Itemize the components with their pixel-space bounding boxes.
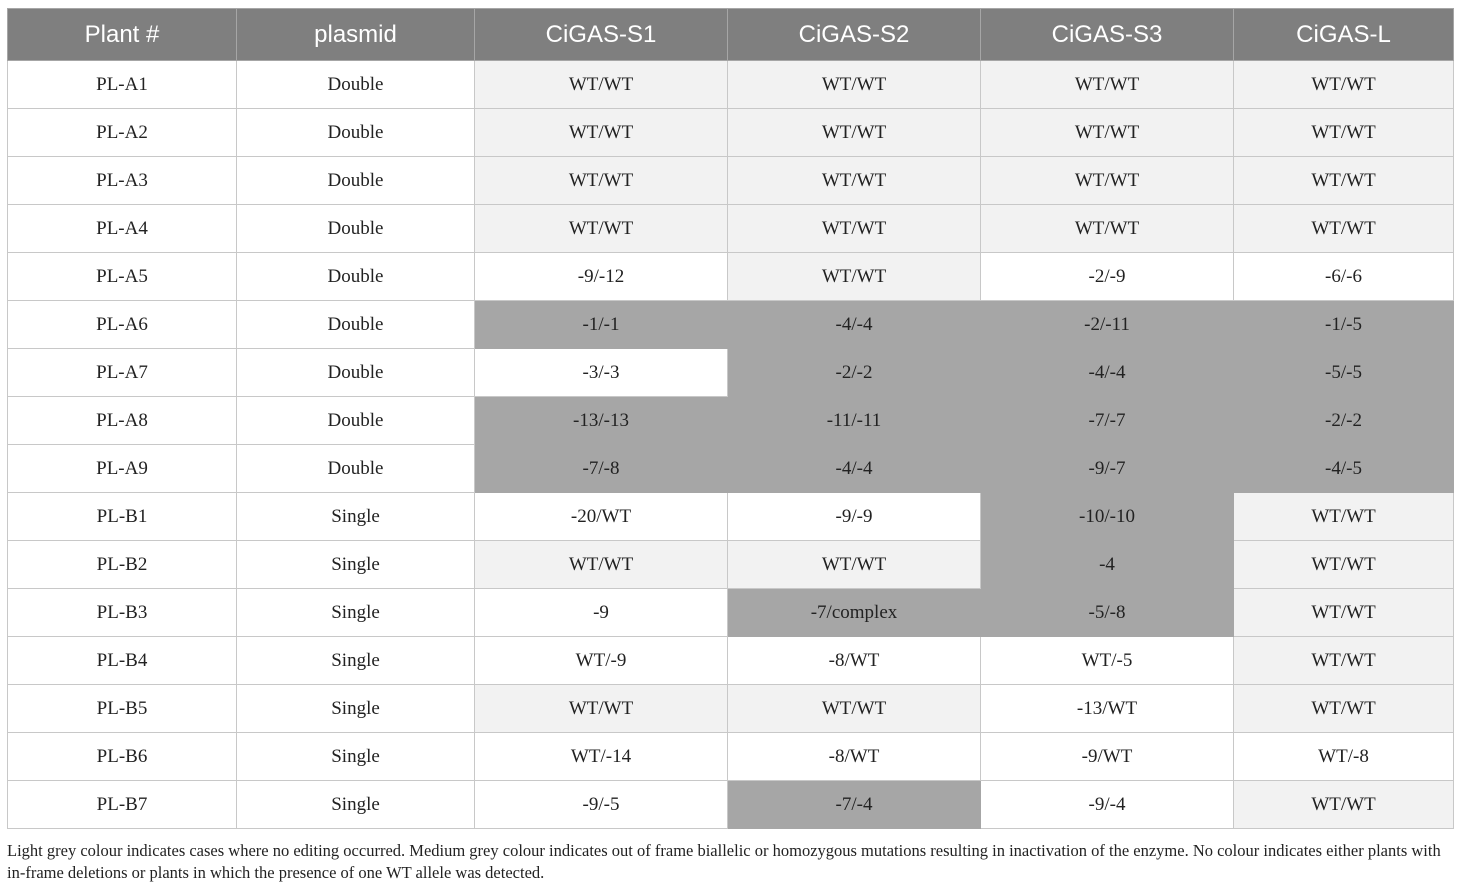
table-row — [8, 349, 1454, 397]
table-container — [7, 8, 1453, 829]
table-row — [8, 157, 1454, 205]
plasmid-cell: Single — [237, 733, 475, 781]
cigas-s3-genotype-cell: WT/WT — [981, 61, 1234, 109]
cigas-s1-genotype-cell: -20/WT — [475, 493, 728, 541]
plasmid-cell: Double — [237, 61, 475, 109]
cigas-s1-genotype-cell: WT/-9 — [475, 637, 728, 685]
cigas-s2-genotype-cell: -8/WT — [728, 733, 981, 781]
plasmid-cell: Single — [237, 493, 475, 541]
cigas-s1-genotype-cell: WT/WT — [475, 205, 728, 253]
cigas-l-genotype-cell: WT/WT — [1234, 541, 1454, 589]
cigas-s2-genotype-cell: WT/WT — [728, 61, 981, 109]
cigas-s1-genotype-cell: WT/WT — [475, 109, 728, 157]
cigas-s1-genotype-cell: -1/-1 — [475, 301, 728, 349]
cigas-l-genotype-cell: WT/WT — [1234, 205, 1454, 253]
cigas-s2-genotype-cell: -4/-4 — [728, 301, 981, 349]
plant-id-cell: PL-A9 — [8, 445, 237, 493]
cigas-s1-genotype-cell: WT/WT — [475, 157, 728, 205]
plasmid-cell: Double — [237, 445, 475, 493]
table-header-row — [8, 9, 1454, 61]
cigas-s3-genotype-cell: -2/-11 — [981, 301, 1234, 349]
cigas-s3-genotype-cell: -9/-7 — [981, 445, 1234, 493]
table-row — [8, 637, 1454, 685]
cigas-l-genotype-cell: WT/WT — [1234, 157, 1454, 205]
cigas-s3-genotype-cell: -9/-4 — [981, 781, 1234, 829]
cigas-s3-genotype-cell: -10/-10 — [981, 493, 1234, 541]
plant-id-cell: PL-A1 — [8, 61, 237, 109]
plant-id-cell: PL-B4 — [8, 637, 237, 685]
cigas-l-genotype-cell: WT/WT — [1234, 61, 1454, 109]
cigas-l-genotype-cell: WT/-8 — [1234, 733, 1454, 781]
table-row — [8, 493, 1454, 541]
cigas-l-genotype-cell: -1/-5 — [1234, 301, 1454, 349]
table-row — [8, 685, 1454, 733]
cigas-s3-genotype-cell: -7/-7 — [981, 397, 1234, 445]
plant-id-cell: PL-B5 — [8, 685, 237, 733]
cigas-s1-genotype-cell: -3/-3 — [475, 349, 728, 397]
plasmid-cell: Single — [237, 637, 475, 685]
cigas-l-genotype-cell: WT/WT — [1234, 493, 1454, 541]
table-row — [8, 301, 1454, 349]
cigas-s2-genotype-cell: WT/WT — [728, 253, 981, 301]
plasmid-cell: Single — [237, 589, 475, 637]
plasmid-cell: Double — [237, 253, 475, 301]
cigas-s3-genotype-cell: -2/-9 — [981, 253, 1234, 301]
table-row — [8, 781, 1454, 829]
cigas-s3-genotype-cell: -4 — [981, 541, 1234, 589]
plant-id-cell: PL-A2 — [8, 109, 237, 157]
plasmid-cell: Double — [237, 205, 475, 253]
cigas-s2-genotype-cell: -7/-4 — [728, 781, 981, 829]
plant-id-cell: PL-A8 — [8, 397, 237, 445]
cigas-l-genotype-cell: -4/-5 — [1234, 445, 1454, 493]
plant-id-cell: PL-A3 — [8, 157, 237, 205]
genotype-table — [7, 8, 1454, 829]
cigas-s2-genotype-cell: -7/complex — [728, 589, 981, 637]
plant-id-cell: PL-A6 — [8, 301, 237, 349]
cigas-l-genotype-cell: -5/-5 — [1234, 349, 1454, 397]
cigas-s2-genotype-cell: -4/-4 — [728, 445, 981, 493]
cigas-s2-genotype-cell: -11/-11 — [728, 397, 981, 445]
plant-id-cell: PL-A7 — [8, 349, 237, 397]
plant-id-cell: PL-B6 — [8, 733, 237, 781]
cigas-s3-genotype-cell: WT/WT — [981, 157, 1234, 205]
cigas-l-genotype-cell: WT/WT — [1234, 781, 1454, 829]
plasmid-cell: Single — [237, 541, 475, 589]
cigas-s1-genotype-cell: WT/WT — [475, 541, 728, 589]
table-body — [8, 61, 1454, 829]
cigas-s2-genotype-cell: WT/WT — [728, 157, 981, 205]
plasmid-cell: Double — [237, 301, 475, 349]
plant-id-cell: PL-A4 — [8, 205, 237, 253]
table-row — [8, 205, 1454, 253]
cigas-s2-genotype-cell: WT/WT — [728, 109, 981, 157]
plant-id-cell: PL-B7 — [8, 781, 237, 829]
cigas-s2-genotype-cell: -8/WT — [728, 637, 981, 685]
cigas-s3-genotype-cell: -13/WT — [981, 685, 1234, 733]
cigas-l-genotype-cell: -2/-2 — [1234, 397, 1454, 445]
header-cigas-s3: CiGAS-S3 — [981, 9, 1234, 61]
plasmid-cell: Single — [237, 781, 475, 829]
header-cigas-s1: CiGAS-S1 — [475, 9, 728, 61]
cigas-s1-genotype-cell: WT/-14 — [475, 733, 728, 781]
cigas-s2-genotype-cell: WT/WT — [728, 541, 981, 589]
header-plant: Plant # — [8, 9, 237, 61]
table-row — [8, 445, 1454, 493]
table-row — [8, 397, 1454, 445]
header-cigas-l: CiGAS-L — [1234, 9, 1454, 61]
cigas-l-genotype-cell: WT/WT — [1234, 685, 1454, 733]
cigas-l-genotype-cell: WT/WT — [1234, 589, 1454, 637]
cigas-s1-genotype-cell: -9/-12 — [475, 253, 728, 301]
cigas-l-genotype-cell: WT/WT — [1234, 637, 1454, 685]
plasmid-cell: Double — [237, 397, 475, 445]
cigas-s1-genotype-cell: -7/-8 — [475, 445, 728, 493]
cigas-s3-genotype-cell: -4/-4 — [981, 349, 1234, 397]
table-row — [8, 109, 1454, 157]
cigas-s1-genotype-cell: -9/-5 — [475, 781, 728, 829]
table-row — [8, 253, 1454, 301]
cigas-s2-genotype-cell: -2/-2 — [728, 349, 981, 397]
cigas-l-genotype-cell: WT/WT — [1234, 109, 1454, 157]
cigas-s1-genotype-cell: -9 — [475, 589, 728, 637]
plasmid-cell: Double — [237, 349, 475, 397]
plasmid-cell: Single — [237, 685, 475, 733]
table-footnote: Light grey colour indicates cases where no editing occurred. Medium grey colour indicates out of frame biallelic or homozygous mutations resulting in inactivation of the enzyme. No colour indicates either plants with in-frame deletions or plants in which the presence of one WT allele was detected. — [7, 841, 1441, 882]
cigas-s3-genotype-cell: WT/WT — [981, 109, 1234, 157]
table-row — [8, 61, 1454, 109]
header-plasmid: plasmid — [237, 9, 475, 61]
cigas-s3-genotype-cell: WT/WT — [981, 205, 1234, 253]
table-row — [8, 541, 1454, 589]
cigas-s2-genotype-cell: WT/WT — [728, 205, 981, 253]
plant-id-cell: PL-B1 — [8, 493, 237, 541]
plasmid-cell: Double — [237, 109, 475, 157]
cigas-s3-genotype-cell: -9/WT — [981, 733, 1234, 781]
cigas-s2-genotype-cell: WT/WT — [728, 685, 981, 733]
cigas-s1-genotype-cell: WT/WT — [475, 61, 728, 109]
plasmid-cell: Double — [237, 157, 475, 205]
cigas-s3-genotype-cell: -5/-8 — [981, 589, 1234, 637]
plant-id-cell: PL-B2 — [8, 541, 237, 589]
cigas-s3-genotype-cell: WT/-5 — [981, 637, 1234, 685]
plant-id-cell: PL-B3 — [8, 589, 237, 637]
table-row — [8, 733, 1454, 781]
header-cigas-s2: CiGAS-S2 — [728, 9, 981, 61]
cigas-s1-genotype-cell: WT/WT — [475, 685, 728, 733]
cigas-l-genotype-cell: -6/-6 — [1234, 253, 1454, 301]
cigas-s2-genotype-cell: -9/-9 — [728, 493, 981, 541]
plant-id-cell: PL-A5 — [8, 253, 237, 301]
table-row — [8, 589, 1454, 637]
cigas-s1-genotype-cell: -13/-13 — [475, 397, 728, 445]
